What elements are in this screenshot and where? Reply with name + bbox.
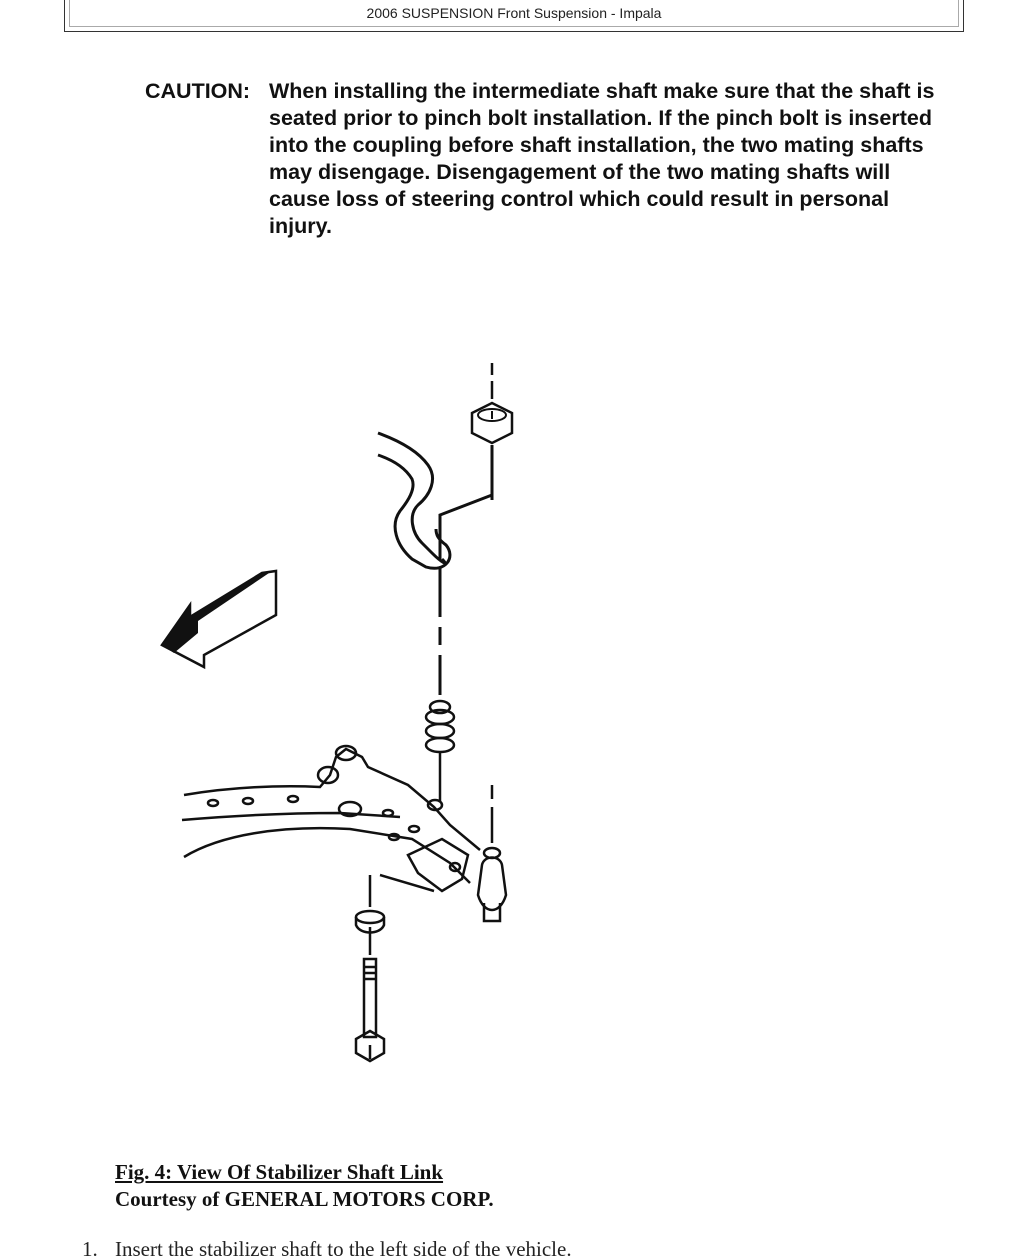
caution-text: When installing the intermediate shaft make sure that the shaft is seated prior to pinch bolt installation. If the pinch bolt is inserted into the coupling before shaft installation, the two mating shafts may disengage. Disengagement of the two mating shafts will cause loss of steering control which could result in personal injury.: [269, 79, 935, 238]
stabilizer-shaft-link-diagram: [150, 355, 550, 1065]
step-text: Insert the stabilizer shaft to the left side of the vehicle.: [115, 1237, 572, 1256]
bushing-stack-icon: [426, 701, 454, 801]
stabilizer-shaft-icon: [378, 433, 445, 563]
ball-joint-icon: [478, 785, 506, 921]
page-header-inner-frame: [69, 0, 959, 27]
top-nut-icon: [472, 403, 512, 443]
figure-caption-credit: Courtesy of GENERAL MOTORS CORP.: [115, 1187, 494, 1211]
page-header: [64, 0, 964, 32]
procedure-step: [82, 1236, 982, 1256]
figure-caption: [115, 1159, 494, 1213]
figure-caption-title: Fig. 4: View Of Stabilizer Shaft Link: [115, 1160, 444, 1184]
step-number: 1.: [82, 1237, 98, 1256]
document-title: 2006 SUSPENSION Front Suspension - Impala: [366, 5, 662, 21]
caution-label: CAUTION:: [145, 79, 251, 103]
front-direction-arrow-icon: [162, 571, 276, 667]
lower-bolt-icon: [356, 959, 384, 1061]
lower-control-arm-icon: [182, 746, 480, 907]
